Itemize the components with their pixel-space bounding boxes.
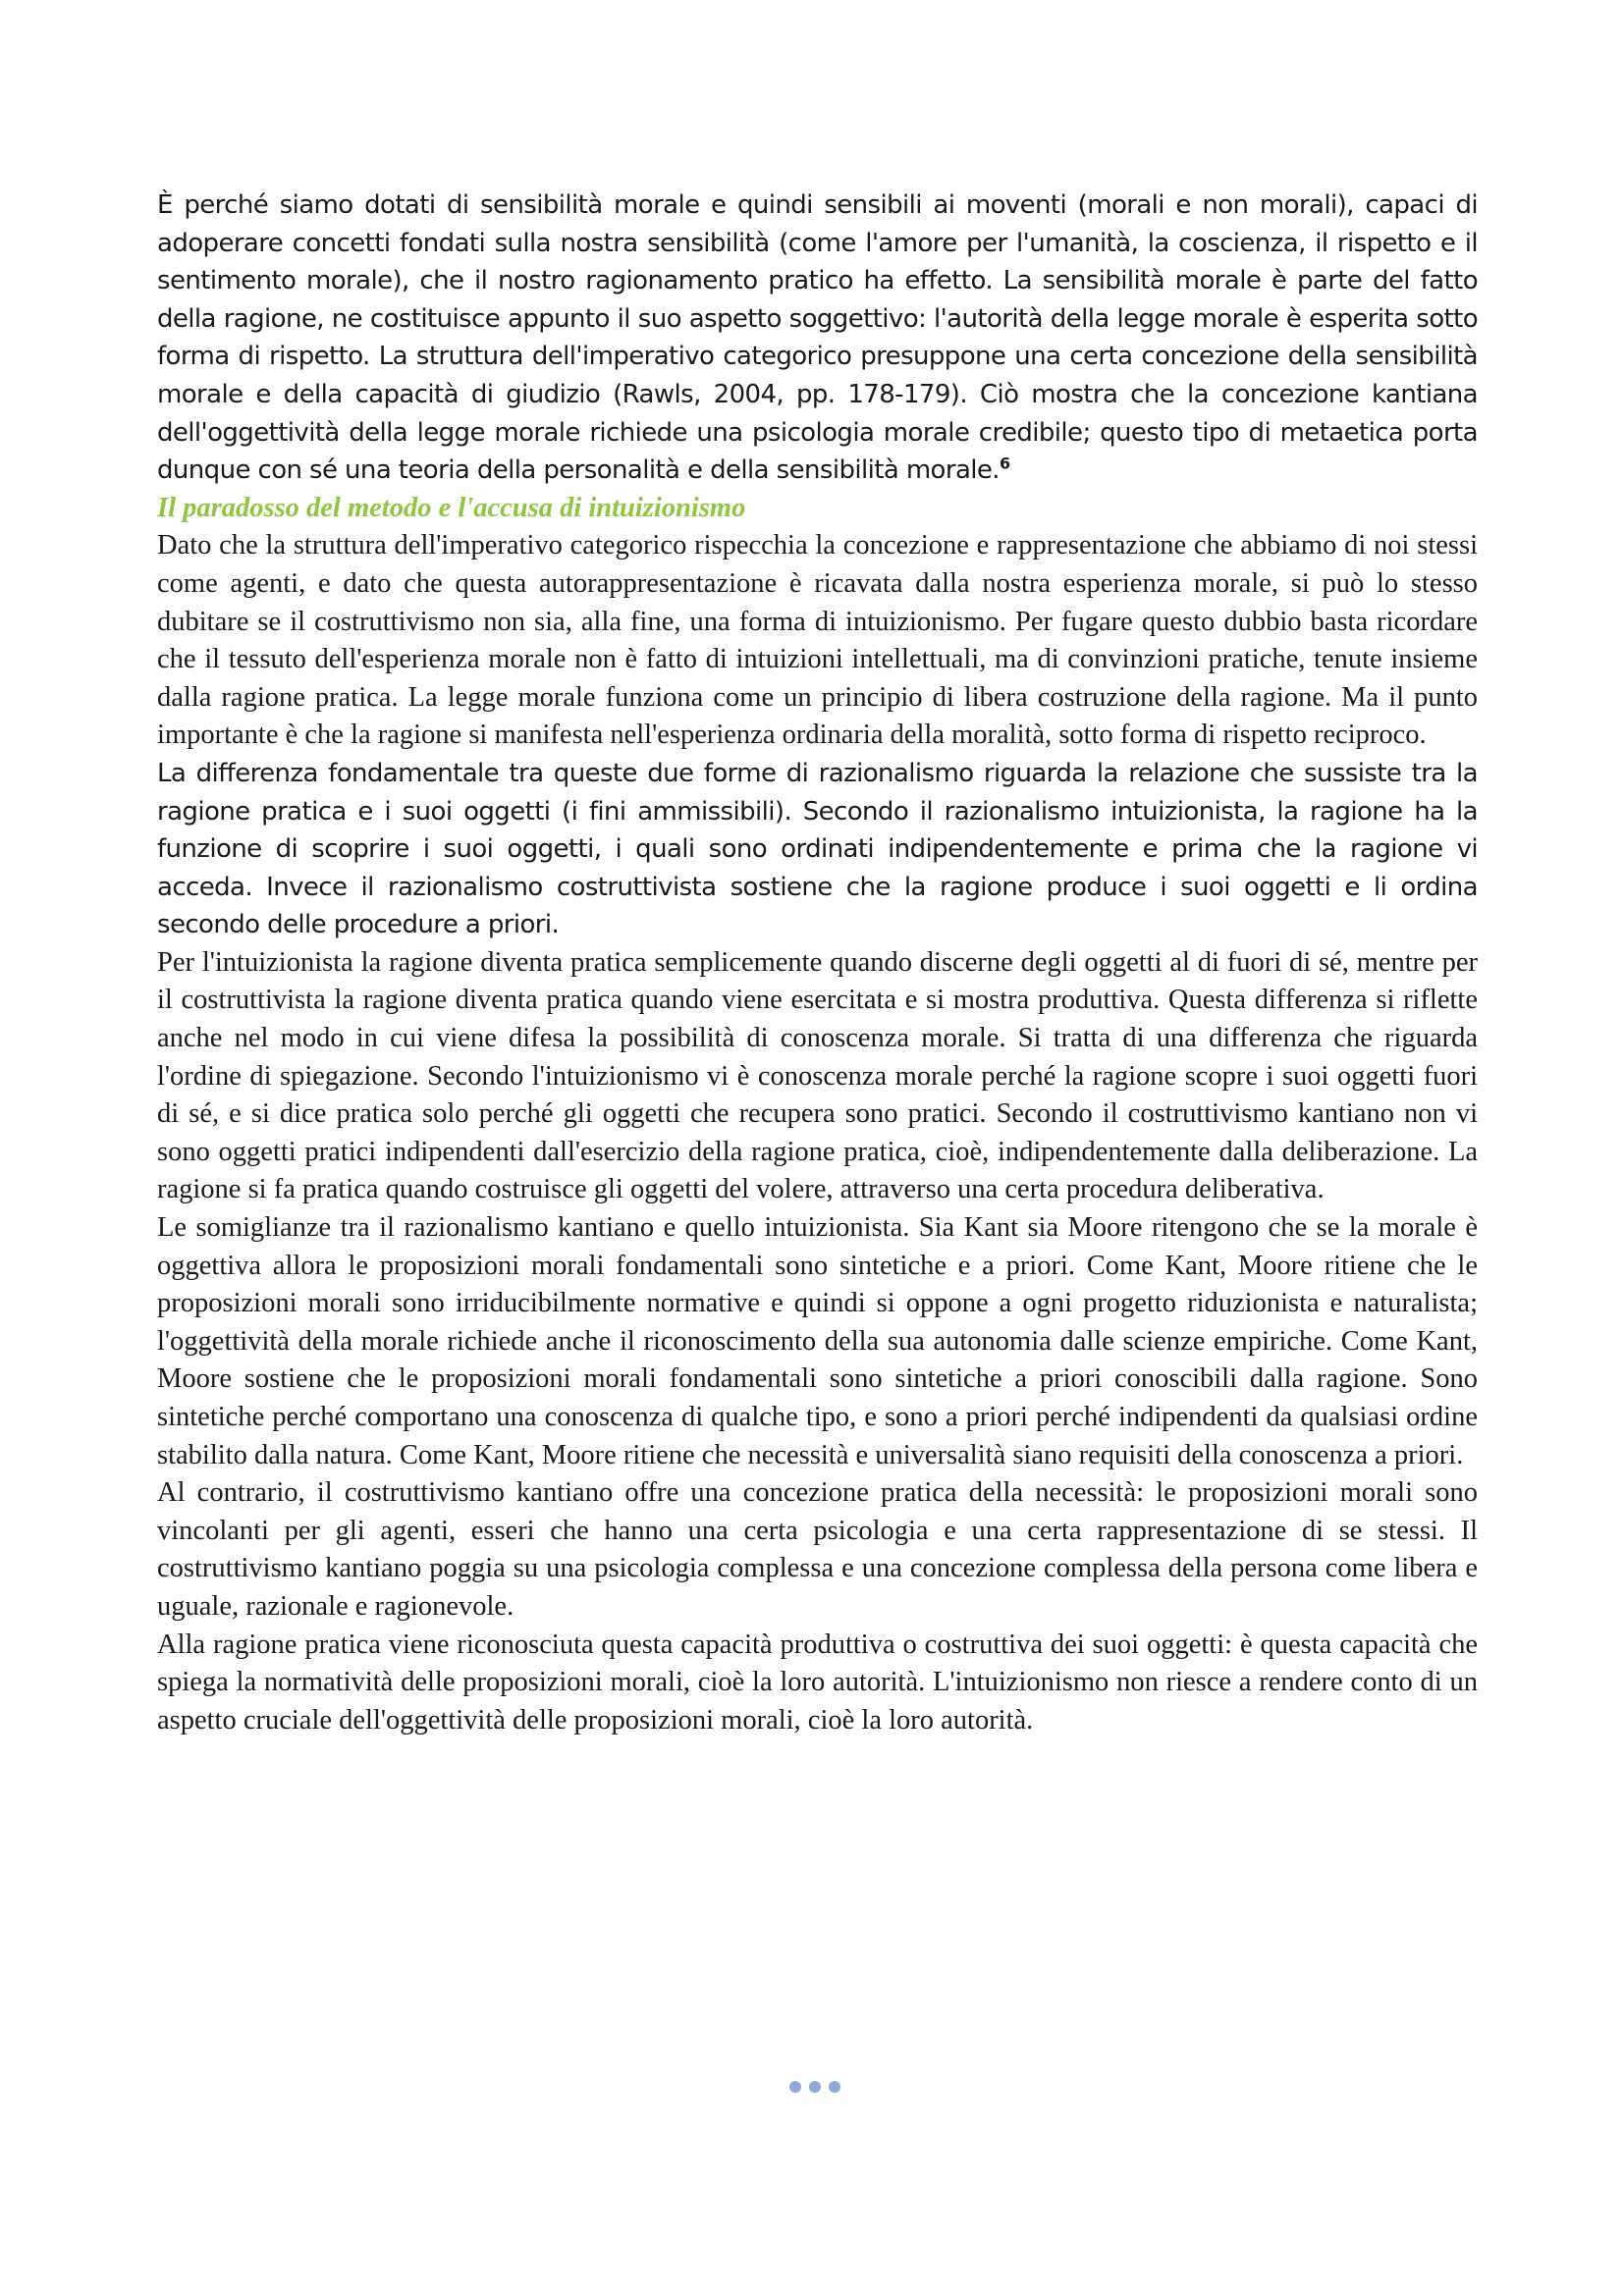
document-page bbox=[157, 187, 1478, 1739]
paragraph-intuizionista: Per l'intuizionista la ragione diventa pratica semplicemente quando discerne degli oggetti al di fuori di sé, mentre per il costruttivista la ragione diventa pratica quando viene esercitata e si mostra produttiva. Questa differenza si riflette anche nel modo in cui viene difesa la possibilità di conoscenza morale. Si tratta di una differenza che riguarda l'ordine di spiegazione. Secondo l'intuizionismo vi è conoscenza morale perché la ragione scopre i suoi oggetti fuori di sé, e si dice pratica solo perché gli oggetti che recupera sono pratici. Secondo il costruttivismo kantiano non vi sono oggetti pratici indipendenti dall'esercizio della ragione pratica, cioè, indipendentemente dalla deliberazione. La ragione si fa pratica quando costruisce gli oggetti del volere, attraverso una certa procedura deliberativa. bbox=[157, 946, 1478, 1205]
dot-icon bbox=[789, 2081, 801, 2093]
paragraph-somiglianze: Le somiglianze tra il razionalismo kantiano e quello intuizionista. Sia Kant sia Moore ritengono che se la morale è oggettiva allora le proposizioni morali fondamentali sono sintetiche e a priori. Come Kant, Moore ritiene che le proposizioni morali sono irriducibilmente normative e quindi si oppone a ogni progetto riduzionista e naturalista; l'oggettività della morale richiede anche il riconoscimento della sua autonomia dalle scienze empiriche. Come Kant, Moore sostiene che le proposizioni morali fondamentali sono sintetiche a priori conoscibili dalla ragione. Sono sintetiche perché comportano una conoscenza di qualche tipo, e sono a priori perché indipendenti da qualsiasi ordine stabilito dalla natura. Come Kant, Moore ritiene che necessità e universalità siano requisiti della conoscenza a priori. bbox=[157, 1212, 1478, 1470]
paragraph-sensibilita-morale bbox=[157, 187, 1478, 490]
footnote-marker[interactable]: 6 bbox=[999, 454, 1010, 473]
ellipsis-dots-icon[interactable] bbox=[789, 2079, 848, 2095]
dot-icon bbox=[829, 2081, 840, 2093]
section-heading: Il paradosso del metodo e l'accusa di intuizionismo bbox=[157, 492, 746, 523]
paragraph-ragione-pratica: Alla ragione pratica viene riconosciuta questa capacità produttiva o costruttiva dei suoi oggetti: è questa capacità che spiega la normatività delle proposizioni morali, cioè la loro autorità. L'intuizionismo non riesce a rendere conto di un aspetto cruciale dell'oggettività delle proposizioni morali, cioè la loro autorità. bbox=[157, 1629, 1478, 1735]
paragraph-differenza-fondamentale: La differenza fondamentale tra queste due forme di razionalismo riguarda la relazione che sussiste tra la ragione pratica e i suoi oggetti (i fini ammissibili). Secondo il razionalismo intuizionista, la ragione ha la funzione di scoprire i suoi oggetti, i quali sono ordinati indipendentemente e prima che la ragione vi acceda. Invece il razionalismo costruttivista sostiene che la ragione produce i suoi oggetti e li ordina secondo delle procedure a priori. bbox=[157, 758, 1478, 940]
paragraph-text: È perché siamo dotati di sensibilità morale e quindi sensibili ai moventi (morali e non morali), capaci di adoperare concetti fondati sulla nostra sensibilità (come l'amore per l'umanità, la coscienza, il rispetto e il sentimento morale), che il nostro ragionamento pratico ha effetto. La sensibilità morale è parte del fatto della ragione, ne costituisce appunto il suo aspetto soggettivo: l'autorità della legge morale è esperita sotto forma di rispetto. La struttura dell'imperativo categorico presuppone una certa concezione della sensibilità morale e della capacità di giudizio (Rawls, 2004, pp. 178-179). Ciò mostra che la concezione kantiana dell'oggettività della legge morale richiede una psicologia morale credibile; questo tipo di metaetica porta dunque con sé una teoria della personalità e della sensibilità morale. bbox=[157, 190, 1478, 486]
dot-icon bbox=[809, 2081, 821, 2093]
paragraph-dato-che: Dato che la struttura dell'imperativo categorico rispecchia la concezione e rappresentazione che abbiamo di noi stessi come agenti, e dato che questa autorappresentazione è ricavata dalla nostra esperienza morale, si può lo stesso dubitare se il costruttivismo non sia, alla fine, una forma di intuizionismo. Per fugare questo dubbio basta ricordare che il tessuto dell'esperienza morale non è fatto di intuizioni intellettuali, ma di convinzioni pratiche, tenute insieme dalla ragione pratica. La legge morale funziona come un principio di libera costruzione della ragione. Ma il punto importante è che la ragione si manifesta nell'esperienza ordinaria della moralità, sotto forma di rispetto reciproco. bbox=[157, 530, 1478, 751]
paragraph-al-contrario: Al contrario, il costruttivismo kantiano offre una concezione pratica della necessità: le proposizioni morali sono vincolanti per gli agenti, esseri che hanno una certa psicologia e una certa rappresentazione di se stessi. Il costruttivismo kantiano poggia su una psicologia complessa e una concezione complessa della persona come libera e uguale, razionale e ragionevole. bbox=[157, 1477, 1478, 1622]
